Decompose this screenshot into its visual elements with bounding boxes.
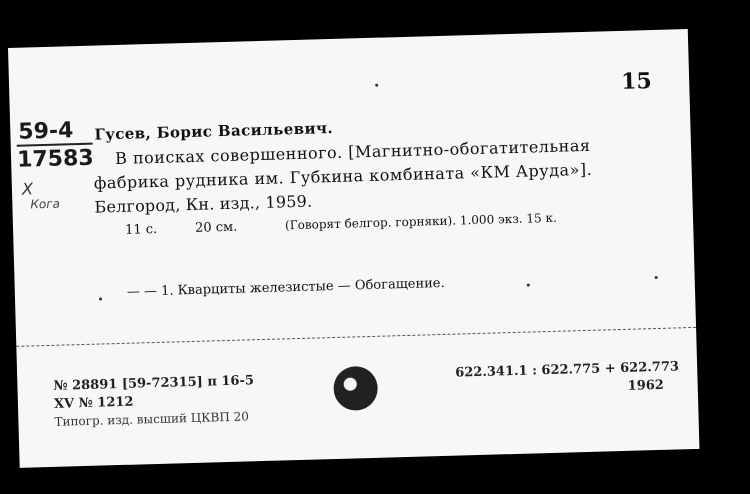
handwritten-shelfmark-1: 59-4 xyxy=(18,118,74,145)
handwritten-note-1: Х xyxy=(21,179,34,199)
series-note: (Говорят белгор. горняки). 1.000 экз. 15 к. xyxy=(284,210,557,233)
record-number-line: № 28891 [59-72315] п 16-5 xyxy=(53,373,255,394)
library-stamp-emblem xyxy=(333,366,378,411)
printer-line: Типогр. изд. высший ЦКВП 20 xyxy=(54,409,250,429)
udc-classification: 622.341.1 : 622.775 + 622.773 xyxy=(455,359,680,381)
speck-dot xyxy=(99,297,102,300)
handwritten-shelfmark-2: 17583 xyxy=(16,145,95,173)
card-number: 15 xyxy=(620,68,653,95)
card-year: 1962 xyxy=(627,377,665,394)
title-line-1: В поисках совершенного. [Магнитно-обогатительная xyxy=(114,135,591,169)
imprint-line: Белгород, Кн. изд., 1959. xyxy=(94,191,313,217)
author-heading: Гусев, Борис Васильевич. xyxy=(94,118,334,144)
speck-dot xyxy=(655,276,658,279)
title-line-2: фабрика рудника им. Губкина комбината «КМ Аруда»]. xyxy=(93,159,593,193)
speck-dot xyxy=(375,84,378,87)
catalog-card xyxy=(8,29,699,468)
handwritten-note-2: Кога xyxy=(30,196,61,212)
record-id-line: ХV № 1212 xyxy=(53,394,134,412)
pages-count: 11 с. xyxy=(124,221,158,238)
separator-line xyxy=(16,327,696,347)
size-value: 20 см. xyxy=(194,219,238,236)
subject-heading: — — 1. Кварциты железистые — Обогащение. xyxy=(126,275,445,300)
speck-dot xyxy=(527,284,530,287)
